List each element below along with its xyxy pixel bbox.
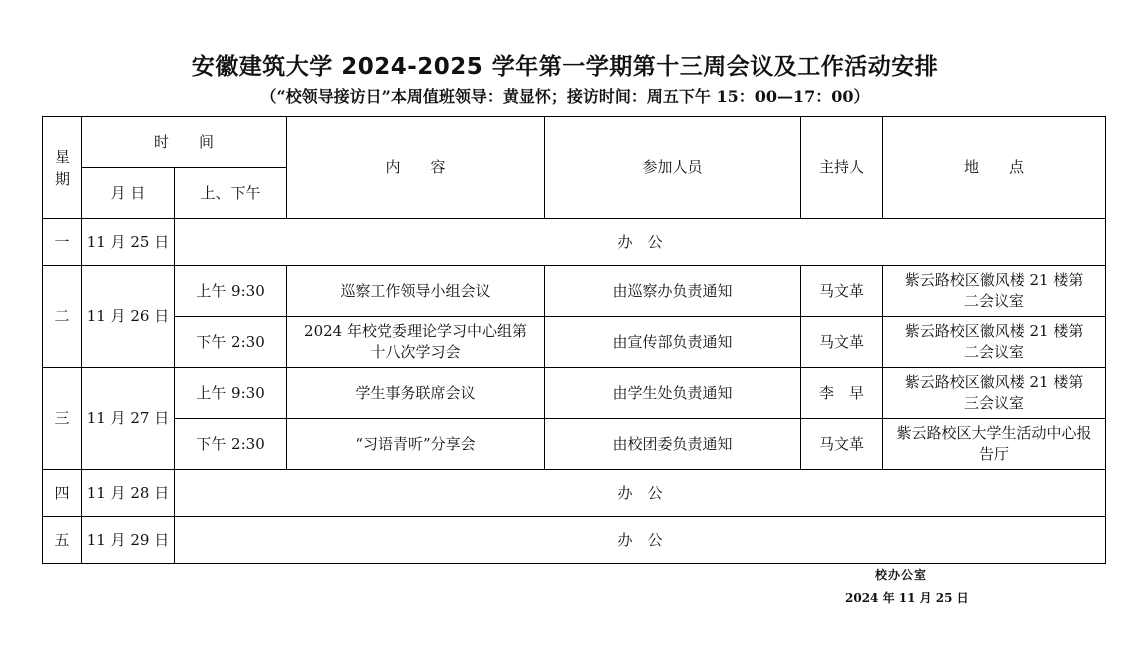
header-period: 上、下午 <box>175 168 287 219</box>
header-weekday: 星期 <box>43 117 82 219</box>
participants-cell: 由校团委负责通知 <box>545 419 801 470</box>
date-cell: 11 月 26 日 <box>82 266 175 368</box>
weekday-cell: 三 <box>43 368 82 470</box>
table-row <box>43 470 1106 517</box>
header-date: 月 日 <box>82 168 175 219</box>
weekday-cell: 五 <box>43 517 82 564</box>
footer-office: 校办公室 <box>875 568 928 582</box>
office-cell: 办 公 <box>175 219 1106 266</box>
office-cell: 办 公 <box>175 470 1106 517</box>
office-cell: 办 公 <box>175 517 1106 564</box>
table-row <box>43 317 1106 368</box>
header-content: 内 容 <box>287 117 545 219</box>
page-title: 安徽建筑大学 2024-2025 学年第一学期第十三周会议及工作活动安排 <box>191 54 939 80</box>
date-cell: 11 月 25 日 <box>82 219 175 266</box>
participants-cell: 由学生处负责通知 <box>545 368 801 419</box>
content-cell: 巡察工作领导小组会议 <box>287 266 545 317</box>
host-cell: 李 早 <box>801 368 883 419</box>
schedule-table <box>42 116 1106 564</box>
time-cell: 下午 2:30 <box>175 317 287 368</box>
time-cell: 上午 9:30 <box>175 368 287 419</box>
table-row <box>43 517 1106 564</box>
header-time: 时 间 <box>82 117 287 168</box>
date-cell: 11 月 27 日 <box>82 368 175 470</box>
content-cell: “习语青听”分享会 <box>287 419 545 470</box>
table-row <box>43 368 1106 419</box>
host-cell: 马文革 <box>801 266 883 317</box>
content-cell: 学生事务联席会议 <box>287 368 545 419</box>
weekday-cell: 二 <box>43 266 82 368</box>
header-location: 地 点 <box>883 117 1106 219</box>
location-cell: 紫云路校区徽风楼 21 楼第二会议室 <box>883 317 1106 368</box>
time-cell: 上午 9:30 <box>175 266 287 317</box>
content-cell: 2024 年校党委理论学习中心组第十八次学习会 <box>287 317 545 368</box>
participants-cell: 由巡察办负责通知 <box>545 266 801 317</box>
host-cell: 马文革 <box>801 419 883 470</box>
time-cell: 下午 2:30 <box>175 419 287 470</box>
location-cell: 紫云路校区徽风楼 21 楼第二会议室 <box>883 266 1106 317</box>
location-cell: 紫云路校区徽风楼 21 楼第三会议室 <box>883 368 1106 419</box>
footer-date: 2024 年 11 月 25 日 <box>845 591 969 605</box>
weekday-cell: 四 <box>43 470 82 517</box>
table-row <box>43 219 1106 266</box>
table-row <box>43 419 1106 470</box>
header-host: 主持人 <box>801 117 883 219</box>
participants-cell: 由宣传部负责通知 <box>545 317 801 368</box>
weekday-cell: 一 <box>43 219 82 266</box>
date-cell: 11 月 28 日 <box>82 470 175 517</box>
page-subtitle: （“校领导接访日”本周值班领导：黄显怀；接访时间：周五下午 15：00—17：00） <box>260 87 870 106</box>
date-cell: 11 月 29 日 <box>82 517 175 564</box>
table-row <box>43 266 1106 317</box>
host-cell: 马文革 <box>801 317 883 368</box>
header-participants: 参加人员 <box>545 117 801 219</box>
location-cell: 紫云路校区大学生活动中心报告厅 <box>883 419 1106 470</box>
